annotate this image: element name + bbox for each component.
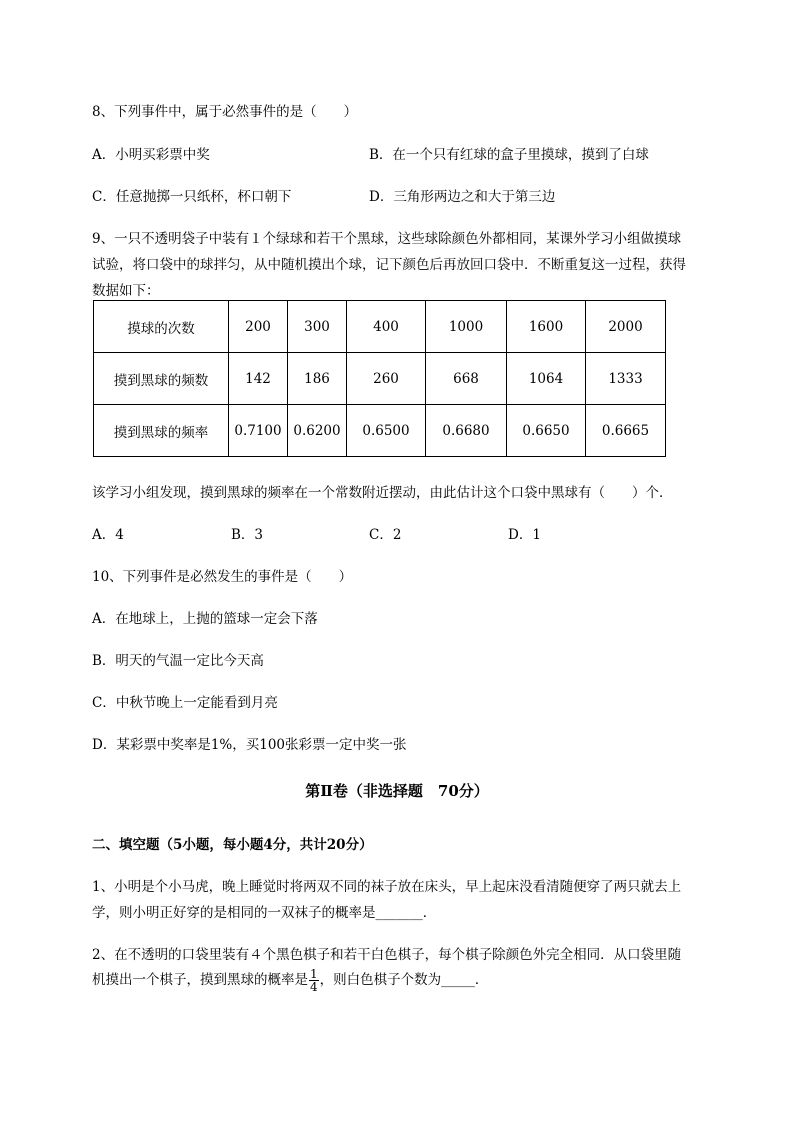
table-cell: 1064 bbox=[507, 353, 586, 405]
row-header: 摸球的次数 bbox=[94, 301, 229, 353]
fill1-line2: 学，则小明正好穿的是相同的一双袜子的概率是_______． bbox=[92, 905, 437, 921]
table-cell: 0.6680 bbox=[426, 405, 507, 457]
table-row bbox=[94, 405, 666, 457]
q9-stem-line3: 数据如下： bbox=[92, 283, 160, 299]
q9-option-a: A．4 bbox=[92, 527, 124, 543]
table-cell: 400 bbox=[347, 301, 426, 353]
row-header: 摸到黑球的频率 bbox=[94, 405, 229, 457]
row-header: 摸到黑球的频数 bbox=[94, 353, 229, 405]
table-cell: 186 bbox=[288, 353, 347, 405]
q8-stem: 8、下列事件中，属于必然事件的是（ ） bbox=[92, 104, 358, 120]
q8-option-d: D．三角形两边之和大于第三边 bbox=[369, 189, 556, 205]
table-cell: 1600 bbox=[507, 301, 586, 353]
fraction-numerator: 1 bbox=[310, 967, 318, 981]
table-cell: 200 bbox=[229, 301, 288, 353]
table-cell: 300 bbox=[288, 301, 347, 353]
q9-conclusion: 该学习小组发现，摸到黑球的频率在一个常数附近摆动，由此估计这个口袋中黑球有（ ）个． bbox=[92, 485, 673, 501]
table-cell: 0.6665 bbox=[586, 405, 666, 457]
fill2-text-after: ，则白色棋子个数为_____． bbox=[319, 972, 489, 988]
q9-option-d: D．1 bbox=[508, 527, 541, 543]
q10-stem: 10、下列事件是必然发生的事件是（ ） bbox=[92, 569, 353, 585]
table-cell: 2000 bbox=[586, 301, 666, 353]
table-cell: 0.7100 bbox=[229, 405, 288, 457]
q10-option-c: C．中秋节晚上一定能看到月亮 bbox=[92, 695, 278, 711]
fill-section-heading: 二、填空题（5小题，每小题4分，共计20分） bbox=[92, 837, 373, 853]
q8-option-c: C．任意抛掷一只纸杯，杯口朝下 bbox=[92, 189, 292, 205]
q10-option-d: D．某彩票中奖率是1%，买100张彩票一定中奖一张 bbox=[92, 737, 407, 753]
table-row bbox=[94, 301, 666, 353]
q9-stem-line2: 试验，将口袋中的球拌匀，从中随机摸出个球，记下颜色后再放回口袋中．不断重复这一过程，获得 bbox=[92, 257, 686, 273]
part-ii-title: 第Ⅱ卷（非选择题 70分） bbox=[305, 782, 489, 800]
table-cell: 260 bbox=[347, 353, 426, 405]
fill2-line2 bbox=[92, 968, 488, 993]
table-cell: 1000 bbox=[426, 301, 507, 353]
table-cell: 0.6200 bbox=[288, 405, 347, 457]
table-cell: 0.6650 bbox=[507, 405, 586, 457]
q8-option-b: B．在一个只有红球的盒子里摸球，摸到了白球 bbox=[369, 147, 649, 163]
table-cell: 0.6500 bbox=[347, 405, 426, 457]
fill1-line1: 1、小明是个小马虎，晚上睡觉时将两双不同的袜子放在床头，早上起床没看清随便穿了两只就去上 bbox=[92, 879, 682, 895]
probability-fraction bbox=[309, 968, 319, 993]
q9-option-b: B．3 bbox=[231, 527, 264, 543]
table-cell: 142 bbox=[229, 353, 288, 405]
table-cell: 1333 bbox=[586, 353, 666, 405]
q8-option-a: A．小明买彩票中奖 bbox=[92, 147, 210, 163]
q10-option-a: A．在地球上，上抛的篮球一定会下落 bbox=[92, 611, 318, 627]
table-row bbox=[94, 353, 666, 405]
q9-option-c: C．2 bbox=[369, 527, 402, 543]
fill2-text-before: 机摸出一个棋子，摸到黑球的概率是 bbox=[92, 972, 308, 988]
table-cell: 668 bbox=[426, 353, 507, 405]
q10-option-b: B．明天的气温一定比今天高 bbox=[92, 653, 264, 669]
q9-stem-line1: 9、一只不透明袋子中装有１个绿球和若干个黑球，这些球除颜色外都相同，某课外学习小组做摸球 bbox=[92, 231, 682, 247]
q9-data-table bbox=[93, 300, 666, 457]
fraction-denominator: 4 bbox=[310, 980, 318, 994]
fill2-line1: 2、在不透明的口袋里装有４个黑色棋子和若干白色棋子，每个棋子除颜色外完全相同．从口袋里随 bbox=[92, 947, 682, 963]
